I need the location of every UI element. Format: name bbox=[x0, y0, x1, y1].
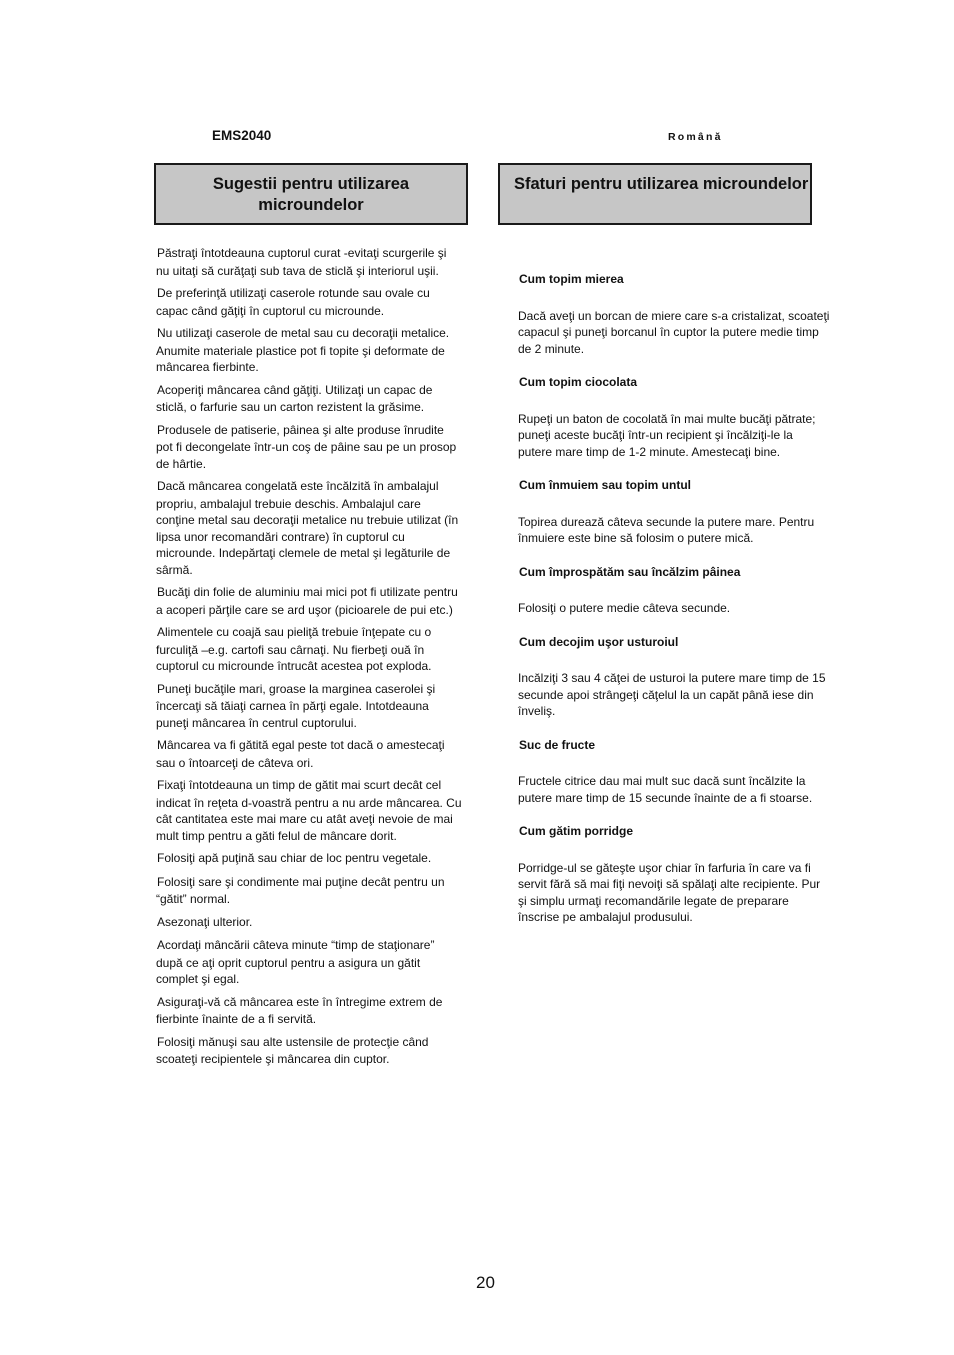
tip-text: Dacă aveţi un borcan de miere care s-a cristalizat, scoateţi capacul şi puneţi borcanul în cuptor la putere medie timp de 2 minute. bbox=[518, 308, 830, 356]
suggestion-text: Puneţi bucăţile mari, groase la marginea caserolei şi încercaţi să tăiaţi carnea în părţi egale. Intotdeauna puneţi mâncarea în centrul cuptorului. bbox=[156, 681, 436, 730]
tip-block bbox=[518, 737, 830, 807]
suggestion-text: Nu utilizaţi caserole de metal sau cu decoraţii metalice. Anumite materiale plastice pot fi topite şi deformate de mâncarea fierbinte. bbox=[156, 326, 450, 374]
tip-heading-text: Suc de fructe bbox=[519, 737, 596, 752]
tip-text: Topirea durează câteva secunde la putere mare. Pentru înmuiere este bine să folosim o putere mică. bbox=[518, 514, 815, 545]
suggestion-text: Acordaţi mâncării câteva minute “timp de staţionare” după ce aţi oprit cuptorul pentru a asigura un gătit complet şi egal. bbox=[156, 938, 435, 986]
suggestion-text: Bucăţi din folie de aluminiu mai mici pot fi utilizate pentru a acoperi părţile care se ard uşor (picioarele de pui etc.) bbox=[156, 585, 458, 617]
left-section-title: Sugestii pentru utilizarea microundelor bbox=[212, 175, 410, 214]
tips-list bbox=[518, 271, 830, 943]
tip-text: Incălziţi 3 sau 4 căţei de usturoi la putere mare timp de 15 secunde apoi strângeţi căţelul la un capăt până iese din înveliş. bbox=[518, 671, 826, 718]
suggestion-item bbox=[156, 681, 462, 732]
suggestion-item bbox=[156, 1034, 462, 1068]
suggestion-text: Păstraţi întotdeauna cuptorul curat -evitaţi scurgerile şi nu uitaţi să curăţaţi sub tava de sticlă şi interiorul uşii. bbox=[156, 246, 447, 278]
tip-heading-text: Cum gătim porridge bbox=[519, 824, 634, 838]
suggestion-text: Folosiţi apă puţină sau chiar de loc pentru vegetale. bbox=[157, 851, 432, 865]
tip-text: Folosiţi o putere medie câteva secunde. bbox=[518, 601, 731, 615]
right-section-title-box bbox=[498, 163, 812, 225]
suggestion-text: Dacă mâncarea congelată este încălzită în ambalajul propriu, ambalajul trebuie deschis. Ambalajul care conţine metal sau decoraţii metalice nu trebuie utilizat (în lipsa unor recomandări contrare) în cuptorul cu microunde. Indepărtaţi clemele de metal şi legăturile de sârmă. bbox=[156, 479, 459, 577]
suggestion-text: Mâncarea va fi gătită egal peste tot dacă o amestecaţi sau o întoarceţi de câteva ori. bbox=[156, 738, 445, 770]
tip-heading bbox=[518, 737, 830, 755]
suggestion-text: Asezonaţi ulterior. bbox=[157, 914, 253, 929]
tip-heading bbox=[518, 564, 830, 582]
right-section-title: Sfaturi pentru utilizarea microundelor bbox=[514, 175, 809, 193]
tip-block bbox=[518, 634, 830, 720]
suggestion-item bbox=[156, 584, 462, 618]
suggestion-item bbox=[156, 994, 462, 1028]
suggestion-text: Acoperiţi mâncarea când găţiţi. Utilizaţi un capac de sticlă, o farfurie sau un carton rezistent la grăsime. bbox=[156, 382, 433, 414]
model-number: EMS2040 bbox=[212, 128, 272, 143]
suggestion-text: Folosiţi mănuşi sau alte ustensile de protecţie când scoateţi recipientele şi mâncarea din cuptor. bbox=[156, 1034, 429, 1066]
tip-heading-text: Cum înmuiem sau topim untul bbox=[519, 478, 692, 492]
suggestion-text: Asiguraţi-vă că mâncarea este în întregime extrem de fierbinte înainte de a fi servită. bbox=[156, 994, 443, 1026]
suggestion-item bbox=[156, 325, 462, 376]
suggestion-item bbox=[156, 874, 462, 908]
tip-heading bbox=[518, 823, 830, 841]
suggestion-item bbox=[156, 850, 462, 868]
tip-heading-text: Cum topim mierea bbox=[519, 272, 624, 286]
language-label: Română bbox=[668, 131, 723, 143]
tip-heading bbox=[518, 477, 830, 495]
tip-heading bbox=[518, 374, 830, 392]
suggestion-item bbox=[156, 937, 462, 988]
suggestion-text: Produsele de patiserie, pâinea şi alte produse înrudite pot fi decongelate într-un coş de pâine sau pe un prosop de hârtie. bbox=[156, 422, 457, 471]
suggestion-item bbox=[156, 624, 462, 675]
suggestion-item bbox=[156, 478, 462, 578]
suggestion-text: De preferinţă utilizaţi caserole rotunde sau ovale cu capac când găţiţi în cuptorul cu microunde. bbox=[156, 286, 430, 318]
page-number: 20 bbox=[476, 1273, 495, 1292]
tip-block bbox=[518, 477, 830, 547]
tip-heading bbox=[518, 634, 830, 652]
suggestions-list bbox=[156, 245, 462, 1074]
suggestion-text: Folosiţi sare şi condimente mai puţine decât pentru un “gătit” normal. bbox=[156, 874, 445, 906]
suggestion-item bbox=[156, 777, 462, 844]
tip-heading-text: Cum topim ciocolata bbox=[519, 375, 638, 389]
suggestion-item bbox=[156, 285, 462, 319]
tip-text: Rupeţi un baton de cocolată în mai multe bucăţi pătrate; puneţi aceste bucăţi într-un recipient şi încălziţi-le la putere mare timp de 1-2 minute. Amestecaţi bine. bbox=[518, 411, 816, 459]
suggestion-text: Fixaţi întotdeauna un timp de gătit mai scurt decât cel indicat în reţeta d-voastră pentru a nu arde mâncarea. Cu cât cantitatea este mai mare cu atât aveţi nevoie de mai mult timp pentru a găti felul de mâncare dorit. bbox=[156, 778, 462, 843]
tip-heading bbox=[518, 271, 830, 289]
tip-heading-text: Cum decojim uşor usturoiul bbox=[519, 634, 679, 649]
suggestion-text: Alimentele cu coajă sau pieliţă trebuie înţepate cu o furculiţă –e.g. cartofi sau cârnaţi. Nu fierbeţi ouă în cuptorul cu microunde întrucât acestea pot exploda. bbox=[156, 625, 432, 673]
tip-block bbox=[518, 823, 830, 926]
suggestion-item bbox=[156, 382, 462, 416]
suggestion-item bbox=[156, 245, 462, 279]
tip-block bbox=[518, 564, 830, 617]
tip-block bbox=[518, 271, 830, 357]
suggestion-item bbox=[156, 422, 462, 473]
tip-text: Fructele citrice dau mai mult suc dacă sunt încălzite la putere mare timp de 15 secunde înainte de a fi stoarse. bbox=[518, 774, 813, 805]
suggestion-item bbox=[156, 914, 462, 932]
suggestion-item bbox=[156, 737, 462, 771]
tip-heading-text: Cum împrospătăm sau încălzim pâinea bbox=[519, 564, 741, 579]
left-section-title-box bbox=[154, 163, 468, 225]
tip-block bbox=[518, 374, 830, 460]
tip-text: Porridge-ul se găteşte uşor chiar în farfuria în care va fi servit fără să mai fiţi nevoiţi să spălaţi alte recipiente. Pur şi simplu urmaţi recomandările legate de preparare înscrise pe ambalajul produsului. bbox=[518, 860, 821, 924]
